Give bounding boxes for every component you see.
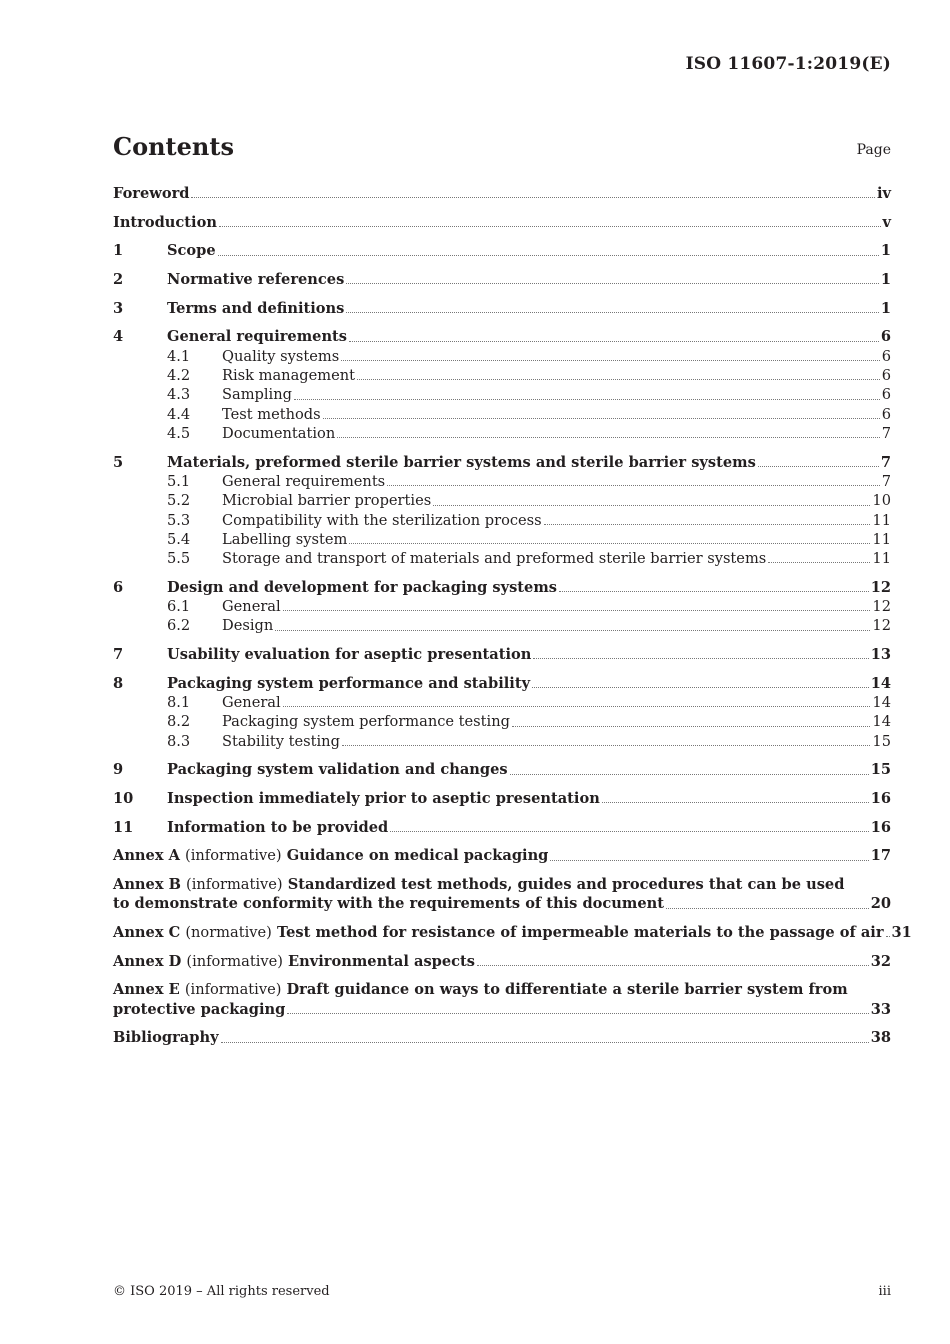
dot-leader	[349, 341, 879, 342]
dot-leader	[512, 726, 870, 727]
toc-entry-clause[interactable]	[113, 578, 891, 597]
toc-entry-subclause[interactable]	[113, 693, 891, 712]
dot-leader	[349, 543, 870, 544]
clause-number: 11	[113, 818, 134, 836]
dot-leader	[294, 399, 880, 400]
dot-leader	[533, 658, 868, 659]
toc-page: 11	[872, 530, 891, 548]
toc-entry-subclause[interactable]	[113, 732, 891, 751]
annex-continuation	[113, 1000, 891, 1019]
subclause-number: 4.3	[167, 386, 191, 404]
toc-title: Materials, preformed sterile barrier systems and sterile barrier systems	[167, 453, 756, 471]
dot-leader	[346, 283, 879, 284]
subclause-number: 4.5	[167, 424, 191, 442]
toc-page: 38	[870, 1029, 891, 1047]
toc-entry-annex[interactable]	[113, 980, 891, 1019]
subclause-number: 8.1	[167, 694, 191, 712]
annex-label: Annex D	[113, 952, 182, 970]
toc-page: 12	[872, 617, 891, 635]
annex-title-continued: to demonstrate conformity with the requirements of this document	[113, 895, 664, 913]
toc-page: 31	[891, 924, 912, 942]
toc-page: 15	[870, 761, 891, 779]
toc-page: 33	[870, 1000, 891, 1018]
clause-number: 8	[113, 674, 124, 692]
toc-page: iv	[876, 185, 891, 202]
toc-entry-annex[interactable]	[113, 875, 891, 914]
toc-title: Risk management	[222, 367, 355, 385]
annex-type: (informative)	[186, 876, 283, 894]
annex-label: Annex C	[113, 924, 181, 942]
dot-leader	[544, 524, 871, 525]
clause-number: 6	[113, 578, 124, 596]
subclause-number: 8.2	[167, 713, 191, 731]
toc-title: General requirements	[167, 328, 348, 346]
toc-title: Terms and definitions	[167, 299, 345, 317]
toc-page: 1	[880, 242, 891, 260]
dot-leader	[341, 360, 880, 361]
toc-entry-subclause[interactable]	[113, 491, 891, 510]
toc-entry-subclause[interactable]	[113, 530, 891, 549]
dot-leader	[275, 630, 870, 631]
toc-title: Design and development for packaging systems	[167, 578, 557, 596]
dot-leader	[510, 774, 869, 775]
toc-page: 16	[870, 818, 891, 836]
toc-page: 6	[881, 367, 891, 385]
subclause-number: 4.2	[167, 367, 191, 385]
subclause-number: 5.5	[167, 550, 191, 568]
toc-title: Documentation	[222, 424, 336, 442]
toc-title: Bibliography	[113, 1029, 219, 1047]
toc-page: 1	[880, 271, 891, 289]
dot-leader	[219, 226, 881, 227]
subclause-number: 5.1	[167, 472, 191, 490]
dot-leader	[758, 466, 879, 467]
toc-page: v	[882, 213, 891, 231]
toc-title: Stability testing	[222, 732, 340, 750]
annex-heading-line	[113, 980, 891, 999]
dot-leader	[191, 197, 875, 198]
annex-heading	[113, 952, 475, 971]
toc-entry-clause[interactable]	[113, 645, 891, 664]
toc-title: Foreword	[113, 185, 190, 202]
annex-title: Environmental aspects	[288, 952, 476, 970]
toc-page: 13	[870, 646, 891, 664]
annex-heading	[113, 846, 548, 865]
toc-page: 7	[880, 453, 891, 471]
dot-leader	[357, 379, 880, 380]
clause-number: 3	[113, 299, 124, 317]
toc-entry-subclause[interactable]	[113, 472, 891, 491]
toc-entry-clause[interactable]	[113, 453, 891, 472]
toc-title: Usability evaluation for aseptic presentation	[167, 646, 532, 664]
dot-leader	[287, 1013, 868, 1014]
toc-entry-annex[interactable]	[113, 952, 891, 971]
toc-page: 14	[870, 674, 891, 692]
toc-entry-subclause[interactable]	[113, 366, 891, 385]
dot-leader	[559, 591, 869, 592]
subclause-number: 6.2	[167, 617, 191, 635]
toc-entry-clause[interactable]	[113, 674, 891, 693]
annex-title: Guidance on medical packaging	[286, 847, 549, 865]
toc-title: General	[222, 694, 281, 712]
toc-entry-clause[interactable]	[113, 299, 891, 318]
clause-number: 4	[113, 328, 124, 346]
toc-page: 6	[880, 328, 891, 346]
toc-page: 12	[872, 598, 891, 616]
dot-leader	[433, 505, 870, 506]
toc-entry-subclause[interactable]	[113, 385, 891, 404]
annex-continuation	[113, 894, 891, 913]
dot-leader	[532, 687, 869, 688]
dot-leader	[283, 706, 871, 707]
annex-title-continued: protective packaging	[113, 1000, 286, 1018]
dot-leader	[602, 802, 869, 803]
toc-entry-clause[interactable]	[113, 789, 891, 808]
toc-entry-subclause[interactable]	[113, 511, 891, 530]
dot-leader	[768, 562, 870, 563]
toc-page: 6	[881, 405, 891, 423]
toc-title: Scope	[167, 242, 216, 260]
dot-leader	[886, 936, 890, 937]
dot-leader	[221, 1042, 869, 1043]
toc-page: 11	[872, 511, 891, 529]
dot-leader	[342, 745, 871, 746]
toc-page: 12	[870, 578, 891, 596]
toc-page: 7	[881, 472, 891, 490]
toc-entry-subclause[interactable]	[113, 549, 891, 568]
dot-leader	[337, 437, 879, 438]
toc-entry-clause[interactable]	[113, 270, 891, 289]
standard-id: ISO 11607-1:2019(E)	[685, 54, 891, 74]
annex-heading-line	[113, 952, 891, 971]
clause-list	[113, 241, 891, 837]
subclause-number: 8.3	[167, 732, 191, 750]
toc-page: 32	[870, 952, 891, 970]
toc-title: General requirements	[222, 472, 386, 490]
toc-entry-subclause[interactable]	[113, 712, 891, 731]
toc-entry-annex[interactable]	[113, 846, 891, 865]
toc-page: 7	[881, 424, 891, 442]
toc-entry-subclause[interactable]	[113, 597, 891, 616]
page-column-label: Page	[856, 142, 891, 158]
toc-entry-subclause[interactable]	[113, 424, 891, 443]
toc-page: 6	[881, 386, 891, 404]
toc-entry-introduction[interactable]	[113, 213, 891, 232]
copyright-notice: © ISO 2019 – All rights reserved	[113, 1284, 330, 1299]
subclause-number: 6.1	[167, 598, 191, 616]
toc-title: Storage and transport of materials and preformed sterile barrier systems	[222, 550, 767, 568]
table-of-contents	[113, 184, 912, 1048]
clause-number: 7	[113, 646, 124, 664]
dot-leader	[323, 418, 880, 419]
toc-title: Design	[222, 617, 274, 635]
toc-entry-annex[interactable]	[113, 923, 912, 942]
toc-page: 20	[870, 895, 891, 913]
subclause-number: 5.3	[167, 511, 191, 529]
toc-entry-subclause[interactable]	[113, 616, 891, 635]
toc-entry-foreword[interactable]	[113, 184, 891, 203]
clause-number: 2	[113, 271, 124, 289]
annex-type: (informative)	[185, 847, 282, 865]
toc-title: Microbial barrier properties	[222, 492, 432, 510]
subclause-number: 4.4	[167, 405, 191, 423]
dot-leader	[390, 831, 868, 832]
toc-page: 6	[881, 347, 891, 365]
clause-number: 5	[113, 453, 124, 471]
toc-title: Sampling	[222, 386, 292, 404]
toc-page: 15	[872, 732, 891, 750]
toc-title: Packaging system performance testing	[222, 713, 510, 731]
toc-entry-subclause[interactable]	[113, 347, 891, 366]
toc-title: Labelling system	[222, 530, 348, 548]
annex-list	[113, 846, 912, 1019]
toc-entry-clause[interactable]	[113, 818, 891, 837]
annex-heading-line	[113, 875, 891, 894]
annex-type: (informative)	[186, 952, 283, 970]
subclause-number: 5.4	[167, 530, 191, 548]
subclause-number: 4.1	[167, 347, 191, 365]
clause-number: 1	[113, 242, 124, 260]
annex-label: Annex B	[113, 876, 181, 894]
dot-leader	[477, 965, 869, 966]
toc-title: Packaging system validation and changes	[167, 761, 508, 779]
toc-title: Information to be provided	[167, 818, 389, 836]
toc-page: 11	[872, 550, 891, 568]
toc-title: Compatibility with the sterilization process	[222, 511, 542, 529]
annex-label: Annex A	[113, 847, 180, 865]
subclause-number: 5.2	[167, 492, 191, 510]
annex-heading-line	[113, 846, 891, 865]
toc-entry-subclause[interactable]	[113, 405, 891, 424]
dot-leader	[387, 485, 880, 486]
annex-title: Standardized test methods, guides and procedures that can be used	[287, 876, 845, 894]
dot-leader	[666, 908, 869, 909]
toc-entry-bibliography[interactable]	[113, 1028, 891, 1047]
toc-page: 14	[872, 694, 891, 712]
dot-leader	[218, 255, 879, 256]
annex-type: (informative)	[184, 981, 282, 999]
annex-title: Test method for resistance of impermeable materials to the passage of air	[276, 924, 884, 942]
footer-page-number: iii	[878, 1284, 891, 1299]
annex-title: Draft guidance on ways to differentiate a sterile barrier system from	[286, 981, 848, 999]
toc-entry-clause[interactable]	[113, 241, 891, 260]
clause-number: 10	[113, 790, 134, 808]
toc-title: Quality systems	[222, 347, 340, 365]
toc-page: 17	[870, 847, 891, 865]
toc-title: Normative references	[167, 271, 345, 289]
annex-type: (normative)	[185, 924, 272, 942]
toc-page: 1	[880, 299, 891, 317]
dot-leader	[550, 860, 868, 861]
dot-leader	[283, 610, 871, 611]
annex-heading	[113, 923, 884, 942]
toc-entry-clause[interactable]	[113, 327, 891, 346]
toc-title: Inspection immediately prior to aseptic presentation	[167, 790, 600, 808]
toc-page: 16	[870, 790, 891, 808]
contents-heading: Contents	[113, 132, 234, 161]
toc-page: 14	[872, 713, 891, 731]
toc-entry-clause[interactable]	[113, 760, 891, 779]
toc-page: 10	[872, 492, 891, 510]
annex-heading-line	[113, 923, 912, 942]
toc-title: Test methods	[222, 405, 321, 423]
dot-leader	[346, 312, 878, 313]
toc-title: Packaging system performance and stability	[167, 674, 531, 692]
annex-label: Annex E	[113, 981, 180, 999]
toc-title: Introduction	[113, 213, 217, 231]
clause-number: 9	[113, 761, 124, 779]
toc-title: General	[222, 598, 281, 616]
